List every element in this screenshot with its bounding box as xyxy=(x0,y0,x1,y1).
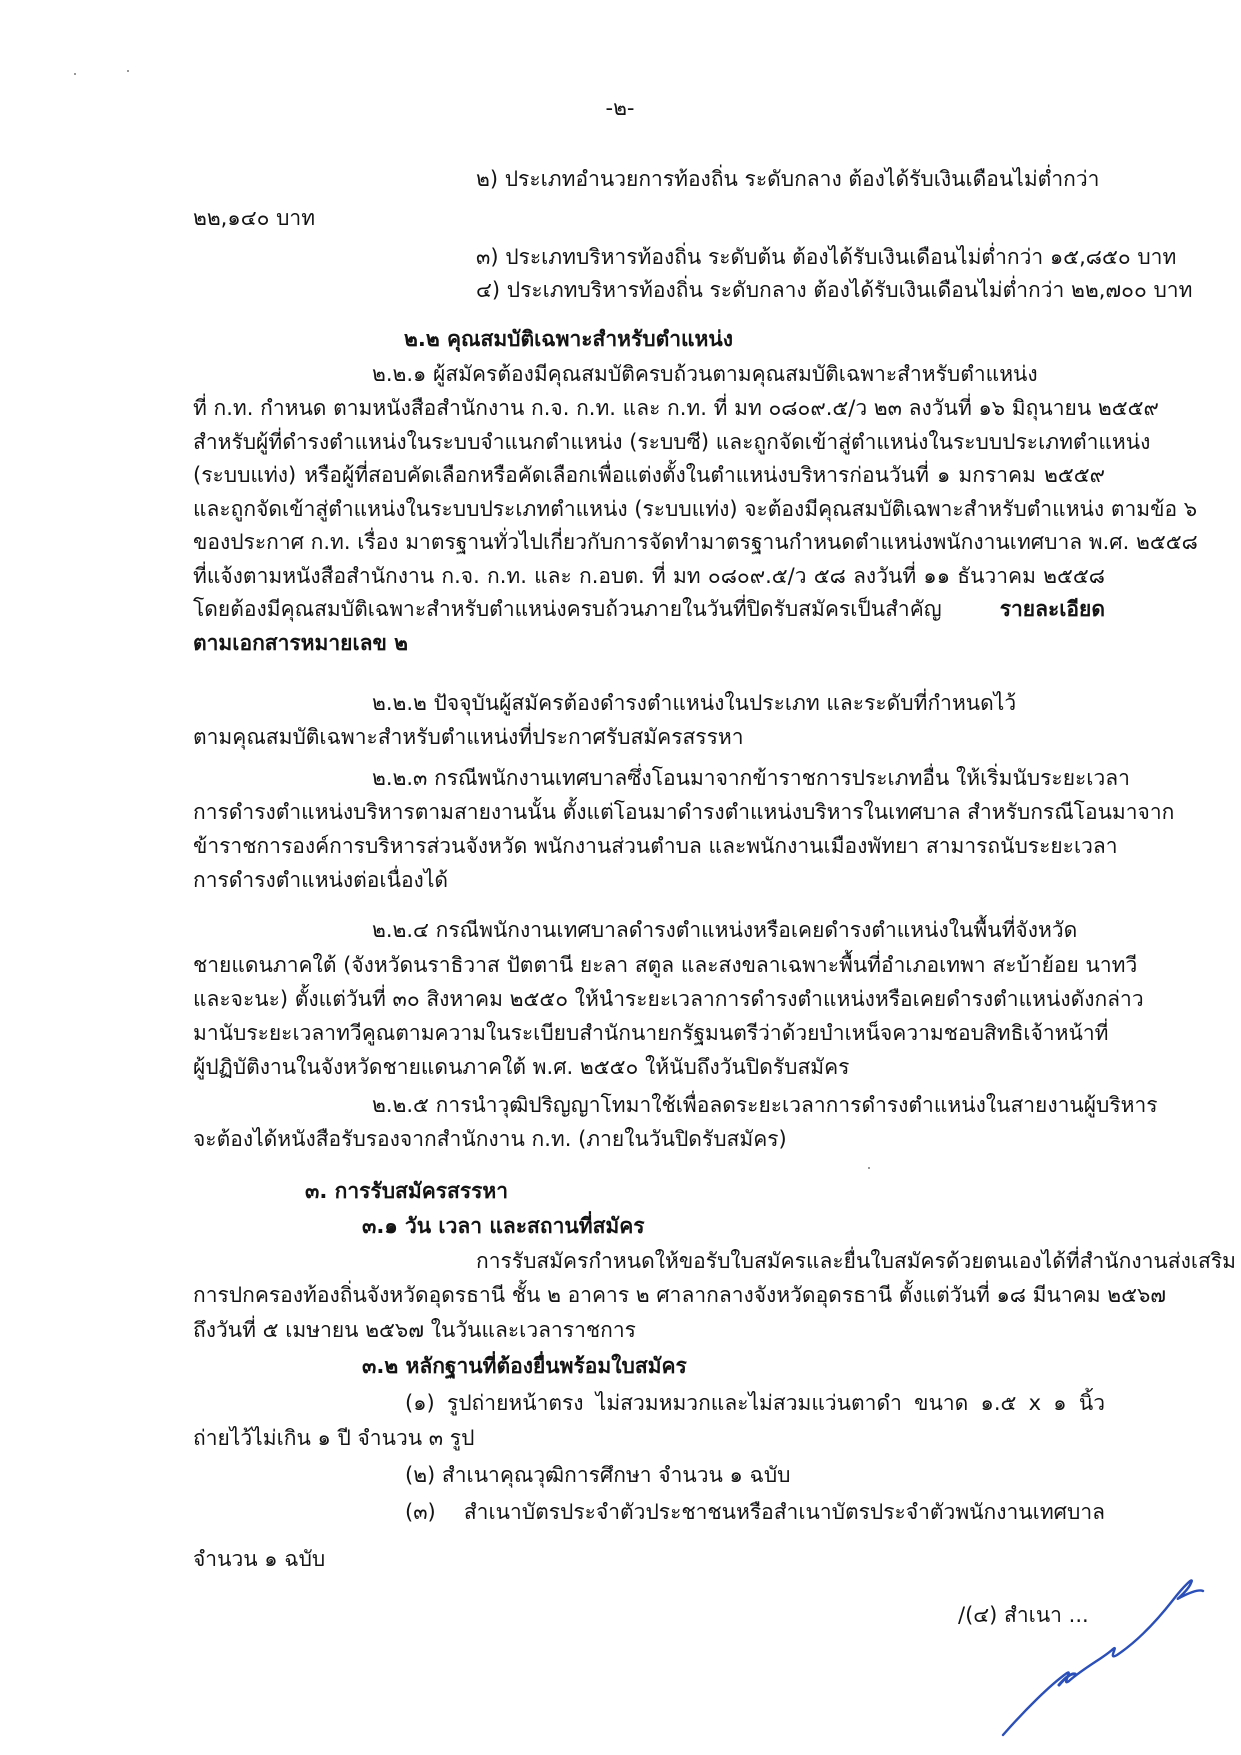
section-3-2-heading: ๓.๒ หลักฐานที่ต้องยื่นพร้อมใบสมัคร xyxy=(362,1354,687,1378)
para-2-2-4-line-1: ๒.๒.๔ กรณีพนักงานเทศบาลดำรงตำแหน่งหรือเคยดำรงตำแหน่งในพื้นที่จังหวัด xyxy=(372,918,1078,942)
signature-mark xyxy=(995,1545,1225,1745)
para-3-1-line-1: การรับสมัครกำหนดให้ขอรับใบสมัครและยื่นใบสมัครด้วยตนเองได้ที่สำนักงานส่งเสริม xyxy=(476,1249,1236,1273)
doc-item-2: (๒) สำเนาคุณวุฒิการศึกษา จำนวน ๑ ฉบับ xyxy=(405,1463,791,1487)
section-2-2-heading: ๒.๒ คุณสมบัติเฉพาะสำหรับตำแหน่ง xyxy=(404,327,734,351)
salary-item-3: ๓) ประเภทบริหารท้องถิ่น ระดับต้น ต้องได้รับเงินเดือนไม่ต่ำกว่า ๑๕,๘๕๐ บาท xyxy=(476,245,1177,269)
para-2-2-1-line-2: ที่ ก.ท. กำหนด ตามหนังสือสำนักงาน ก.จ. ก.ท. และ ก.ท. ที่ มท ๐๘๐๙.๕/ว ๒๓ ลงวันที่ ๑๖ มิถุนายน ๒๕๕๙ xyxy=(193,396,1159,420)
para-2-2-1-bold: รายละเอียด xyxy=(999,597,1105,621)
para-2-2-5-line-1: ๒.๒.๕ การนำวุฒิปริญญาโทมาใช้เพื่อลดระยะเวลาการดำรงตำแหน่งในสายงานผู้บริหาร xyxy=(372,1093,1158,1117)
para-3-1-line-2: การปกครองท้องถิ่นจังหวัดอุดรธานี ชั้น ๒ อาคาร ๒ ศาลากลางจังหวัดอุดรธานี ตั้งแต่วันที่ ๑๘ มีนาคม ๒๕๖๗ xyxy=(193,1283,1167,1307)
para-2-2-4-line-5: ผู้ปฏิบัติงานในจังหวัดชายแดนภาคใต้ พ.ศ. ๒๕๕๐ ให้นับถึงวันปิดรับสมัคร xyxy=(193,1055,850,1079)
para-2-2-4-line-4: มานับระยะเวลาทวีคูณตามความในระเบียบสำนักนายกรัฐมนตรีว่าด้วยบำเหน็จความชอบสิทธิเจ้าหน้าที่ xyxy=(193,1021,1109,1045)
para-2-2-3-line-1: ๒.๒.๓ กรณีพนักงานเทศบาลซึ่งโอนมาจากข้าราชการประเภทอื่น ให้เริ่มนับระยะเวลา xyxy=(372,766,1130,790)
section-3-heading: ๓. การรับสมัครสรรหา xyxy=(305,1179,509,1203)
scan-speck xyxy=(127,70,129,72)
para-2-2-5-line-2: จะต้องได้หนังสือรับรองจากสำนักงาน ก.ท. (ภายในวันปิดรับสมัคร) xyxy=(193,1127,787,1151)
para-2-2-3-line-4: การดำรงตำแหน่งต่อเนื่องได้ xyxy=(193,868,449,892)
doc-item-1-cont: ถ่ายไว้ไม่เกิน ๑ ปี จำนวน ๓ รูป xyxy=(193,1426,475,1450)
scan-speck xyxy=(74,73,76,75)
continuation-marker: /(๔) สำเนา ... xyxy=(958,1603,1089,1627)
doc-item-3: (๓) สำเนาบัตรประจำตัวประชาชนหรือสำเนาบัตรประจำตัวพนักงานเทศบาล xyxy=(405,1500,1105,1524)
para-2-2-4-line-2: ชายแดนภาคใต้ (จังหวัดนราธิวาส ปัตตานี ยะลา สตูล และสงขลาเฉพาะพื้นที่อำเภอเทพา สะบ้าย้อย นาทวี xyxy=(193,953,1138,977)
para-2-2-1-line-3: สำหรับผู้ที่ดำรงตำแหน่งในระบบจำแนกตำแหน่ง (ระบบซี) และถูกจัดเข้าสู่ตำแหน่งในระบบประเภทตำแหน่ง xyxy=(193,430,1151,454)
para-3-1-line-3: ถึงวันที่ ๕ เมษายน ๒๕๖๗ ในวันและเวลาราชการ xyxy=(193,1318,636,1342)
para-2-2-1-text: โดยต้องมีคุณสมบัติเฉพาะสำหรับตำแหน่งครบถ้วนภายในวันที่ปิดรับสมัครเป็นสำคัญ xyxy=(193,597,942,621)
section-3-1-heading: ๓.๑ วัน เวลา และสถานที่สมัคร xyxy=(362,1214,645,1238)
para-2-2-1-line-5: และถูกจัดเข้าสู่ตำแหน่งในระบบประเภทตำแหน่ง (ระบบแท่ง) จะต้องมีคุณสมบัติเฉพาะสำหรับตำแหน่ง ตามข้อ ๖ xyxy=(193,497,1198,521)
para-2-2-4-line-3: และจะนะ) ตั้งแต่วันที่ ๓๐ สิงหาคม ๒๕๕๐ ให้นำระยะเวลาการดำรงตำแหน่งหรือเคยดำรงตำแหน่งดังกล่าว xyxy=(193,987,1144,1011)
para-2-2-3-line-3: ข้าราชการองค์การบริหารส่วนจังหวัด พนักงานส่วนตำบล และพนักงานเมืองพัทยา สามารถนับระยะเวลา xyxy=(193,834,1118,858)
para-2-2-1-line-4: (ระบบแท่ง) หรือผู้ที่สอบคัดเลือกหรือคัดเลือกเพื่อแต่งตั้งในตำแหน่งบริหารก่อนวันที่ ๑ มกราคม ๒๕๕๙ xyxy=(193,463,1105,487)
scan-speck xyxy=(868,1167,870,1169)
doc-item-1: (๑) รูปถ่ายหน้าตรง ไม่สวมหมวกและไม่สวมแว่นตาดำ ขนาด ๑.๕ x ๑ นิ้ว xyxy=(405,1391,1105,1415)
salary-item-2-cont: ๒๒,๑๔๐ บาท xyxy=(193,206,316,230)
para-2-2-1-line-9: ตามเอกสารหมายเลข ๒ xyxy=(193,631,409,655)
doc-item-3-cont: จำนวน ๑ ฉบับ xyxy=(193,1547,326,1571)
page-number: -๒- xyxy=(605,96,635,120)
salary-item-4: ๔) ประเภทบริหารท้องถิ่น ระดับกลาง ต้องได้รับเงินเดือนไม่ต่ำกว่า ๒๒,๗๐๐ บาท xyxy=(476,278,1193,302)
para-2-2-3-line-2: การดำรงตำแหน่งบริหารตามสายงานนั้น ตั้งแต่โอนมาดำรงตำแหน่งบริหารในเทศบาล สำหรับกรณีโอนมาจาก xyxy=(193,800,1175,824)
para-2-2-1-line-8 xyxy=(193,594,1105,624)
para-2-2-2-line-1: ๒.๒.๒ ปัจจุบันผู้สมัครต้องดำรงตำแหน่งในประเภท และระดับที่กำหนดไว้ xyxy=(372,691,1017,715)
salary-item-2: ๒) ประเภทอำนวยการท้องถิ่น ระดับกลาง ต้องได้รับเงินเดือนไม่ต่ำกว่า xyxy=(476,167,1100,191)
para-2-2-1-line-6: ของประกาศ ก.ท. เรื่อง มาตรฐานทั่วไปเกี่ยวกับการจัดทำมาตรฐานกำหนดตำแหน่งพนักงานเทศบาล พ.ศ. ๒๕๕๘ xyxy=(193,530,1198,554)
para-2-2-1-line-7: ที่แจ้งตามหนังสือสำนักงาน ก.จ. ก.ท. และ ก.อบต. ที่ มท ๐๘๐๙.๕/ว ๕๘ ลงวันที่ ๑๑ ธันวาคม ๒๕๕๘ xyxy=(193,564,1105,588)
para-2-2-1-line-1: ๒.๒.๑ ผู้สมัครต้องมีคุณสมบัติครบถ้วนตามคุณสมบัติเฉพาะสำหรับตำแหน่ง xyxy=(372,362,1038,386)
para-2-2-2-line-2: ตามคุณสมบัติเฉพาะสำหรับตำแหน่งที่ประกาศรับสมัครสรรหา xyxy=(193,725,744,749)
